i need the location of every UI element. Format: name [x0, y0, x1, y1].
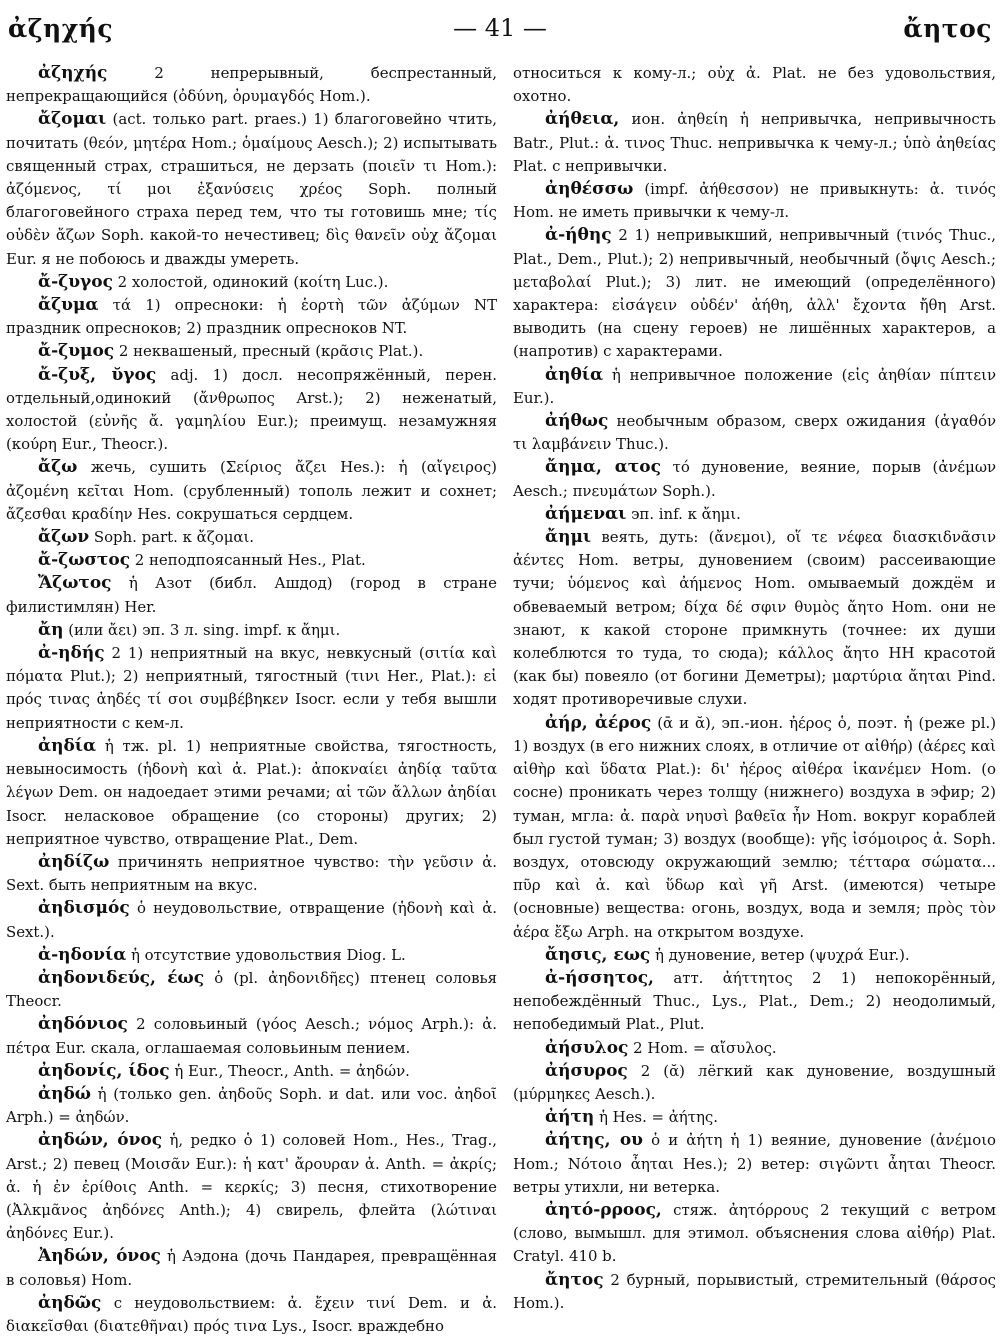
entry-headword: ἄητος [545, 1269, 604, 1290]
dictionary-entry [6, 1129, 497, 1245]
entry-headword: ἀηθία [545, 364, 604, 385]
entry-headword: ἄ-ζυμος [38, 341, 115, 362]
entry-definition: 2 1) непривыкший, непривычный (τινός Thuc., Plat., Dem., Plut.); 2) непривычный, необычный (ὄψις Aesch.; μεταβολαί Plut.); 3) лит. не имеющий (определённого) характера: εἰσάγειν οὐδέν' ἀήθη, ἀλλ' ἔχοντα ἤθη Arst. выводить (на сцену героев) не лишённых характеров, а (напротив) с характерами. [513, 226, 997, 361]
dictionary-entry [6, 1245, 497, 1291]
entry-definition: с неудовольствием: ἀ. ἔχειν τινί Dem. и ἀ. διακεῖσθαι (διατεθῆναι) πρός τινα Lys., Isocr. враждебно [6, 1293, 498, 1335]
page-header [8, 10, 992, 50]
entry-definition: причинять неприятное чувство: τὴν γεῦσιν ἀ. Sext. быть неприятным на вкус. [6, 852, 497, 895]
entry-headword: ἄ-ζυγος [38, 271, 113, 292]
entry-definition: 2 холостой, одинокий (κοίτη Luc.). [117, 272, 389, 291]
entry-definition: adj. 1) досл. несопряжённый, перен. отдельный,одинокий (ἄνθρωπος Arst.); 2) неженатый, холостой (εὐνῆς ἄ. γαμηλίου Eur.); преимущ. незамужняя (κούρη Eur., Theocr.). [6, 365, 497, 454]
entry-definition: 2 1) неприятный на вкус, невкусный (σιτία καὶ πόματα Plut.); 2) неприятный, тягостный (τινι Her., Plat.): εἰ πρός τινας ἀηδές τί σοι συμβέβηκεν Isocr. если у тебя вышли неприятности с кем-л. [6, 644, 498, 732]
entry-headword: ἄζω [38, 457, 78, 478]
dictionary-entry [513, 178, 996, 224]
entry-headword: ἀηδισμός [38, 898, 130, 919]
dictionary-entry [6, 549, 497, 572]
dictionary-entry [513, 456, 996, 502]
left-column [0, 62, 505, 1335]
dictionary-entry [6, 456, 497, 526]
entry-headword: ἄη [38, 619, 64, 640]
dictionary-entry [513, 944, 996, 967]
entry-definition: 2 бурный, порывистый, стремительный (θάρσος Hom.). [513, 1270, 996, 1312]
entry-definition: ἡ отсутствие удовольствия Diog. L. [131, 945, 406, 964]
dictionary-entry [6, 294, 497, 340]
entry-headword: ἀήσυρος [545, 1060, 628, 1081]
entry-definition: ὁ неудовольствие, отвращение (ἡδονὴ καὶ ἀ. Sext.). [6, 899, 498, 941]
entry-headword: ἀηδόνιος [38, 1014, 128, 1035]
entry-headword: ἄ-ζωστος [38, 550, 131, 571]
dictionary-entry [513, 1269, 996, 1315]
dictionary-entry [513, 503, 996, 526]
entry-headword: ἀ-ηδής [38, 643, 105, 664]
entry-headword: ἄζων [38, 527, 90, 548]
entry-headword: ἀήθεια, [545, 109, 620, 130]
entry-headword: ἀήμεναι [545, 503, 627, 524]
entry-definition: 2 непрерывный, беспрестанный, непрекращающийся (ὀδύνη, ὀρυμαγδός Hom.). [6, 64, 497, 106]
dictionary-entry [6, 619, 497, 642]
entry-headword: ἀήτη [545, 1107, 595, 1128]
dictionary-entry [513, 967, 996, 1037]
dictionary-entry [513, 1199, 996, 1269]
entry-definition: 2 соловьиный (γόος Aesch.; νόμος Arph.): ἀ. πέτρα Eur. скала, оглашаемая соловьиным пением. [6, 1015, 497, 1057]
entry-definition: ἡ Hes. = ἀήτης. [598, 1108, 718, 1127]
entry-definition: ἡ дуновение, ветер (ψυχρά Eur.). [655, 945, 910, 964]
entry-headword: ἀήτης, ου [545, 1130, 643, 1151]
entry-definition: 2 неквашеный, пресный (κρᾶσις Plat.). [118, 342, 424, 361]
entry-headword: ἀηδονιδεύς, έως [38, 967, 205, 988]
dictionary-entry [6, 364, 497, 457]
entry-definition: ἡ, редко ὁ 1) соловей Hom., Hes., Trag., Arst.; 2) певец (Μοισᾶν Eur.): ἡ κατ' ἄρουραν ἀ. Anth. = ἀκρίς; ἀ. ἡ ἐν ἐρίθοις Anth. = κερκίς; 3) песня, стихотворение (Ἀλκμᾶνος ἀηδόνες Anth.); 4) свирель, флейта (λώτιναι ἀηδόνες Eur.). [6, 1131, 498, 1243]
entry-headword: ἄημι [545, 527, 592, 548]
right-column [505, 62, 1000, 1312]
right-running-headword: ἄητος [903, 14, 992, 43]
entry-headword: ἀηθέσσω [545, 179, 634, 200]
entry-headword: ἀηδίζω [38, 851, 110, 872]
text-columns [0, 62, 1000, 1335]
entry-definition: ἡ тж. pl. 1) неприятные свойства, тягостность, невыносимость (ἡδονὴ καὶ ἀ. Plat.): ἀποκναίει ἀηδίᾳ ταῦτα λέγων Dem. он надоедает этими речами; αἱ τῶν ἄλλων ἀηδίαι Isocr. неласковое обращение (со стороны) других; 2) неприятное чувство, отвращение Plat., Dem. [6, 736, 498, 848]
dictionary-entry [6, 340, 497, 363]
dictionary-entry [6, 851, 497, 897]
dictionary-entry [6, 642, 497, 735]
entry-definition: стяж. ἀητόρρους 2 текущий с ветром (слово, вымышл. для этимол. объяснения слова αἰθήρ) Plat. Cratyl. 410 b. [513, 1200, 996, 1266]
entry-headword: ἄζομαι [38, 109, 107, 130]
entry-headword: ἀήσυλος [545, 1037, 629, 1058]
dictionary-entry [513, 410, 996, 456]
entry-headword: ἀ-ήσσητος, [545, 967, 654, 988]
entry-definition: Soph. part. к ἄζομαι. [93, 528, 255, 547]
page-number: — 41 — [453, 14, 547, 42]
dictionary-entry [6, 108, 497, 270]
entry-definition: τά 1) опресноки: ἡ ἑορτὴ τῶν ἀζύμων NT праздник опресноков; 2) праздник опресноков NT. [6, 296, 497, 338]
entry-definition: ὁ (pl. ἀηδονιδῆες) птенец соловья Theocr. [6, 968, 498, 1011]
entry-definition: атт. ἀήττητος 2 1) непокорённый, непобеждённый Thuc., Lys., Plat., Dem.; 2) неодолимый, непобедимый Plat., Plut. [513, 968, 997, 1034]
left-running-headword: ἀζηχής [8, 14, 114, 43]
entry-headword: ἀηδώ [38, 1083, 91, 1104]
entry-headword: ἄζυμα [38, 295, 99, 316]
entry-headword: ἀ-ήθης [545, 225, 612, 246]
dictionary-entry [513, 1037, 996, 1060]
dictionary-entry [6, 271, 497, 294]
entry-definition: ἡ Аэдона (дочь Пандарея, превращённая в соловья) Hom. [6, 1247, 498, 1289]
dictionary-entry [513, 62, 996, 108]
dictionary-entry [6, 967, 497, 1013]
entry-headword: Ἀηδών, όνος [38, 1246, 161, 1267]
dictionary-entry [6, 526, 497, 549]
dictionary-entry [513, 1106, 996, 1129]
entry-definition: (ᾱ и ᾰ), эп.-ион. ἠέρος ὁ, поэт. ἡ (реже pl.) 1) воздух (в его нижних слоях, в отличие от αἰθήρ) (ἀέρες καὶ αἰθὴρ καὶ ὕδατα Plat.): δι' ἠέρος αἰθέρα ἱκανέμεν Hom. (о сосне) проникать через толщу (нижнего) воздуха в эфир; 2) туман, мгла: ἀ. παρὰ νηυσὶ βαθεῖα ἦν Hom. вокруг кораблей был густой туман; 3) воздух (вообще): γῆς ἰσόμοιρος ἀ. Soph. воздух, отовсюду окружающий землю; τέτταρα σώματα... πῦρ καὶ ἀ. καὶ ὕδωρ καὶ γῆ Arst. (имеются) четыре (основные) вещества: огонь, воздух, вода и земля; πρὸς τὸν ἀέρα ἔξω Arph. на открытом воздухе. [513, 713, 996, 941]
dictionary-entry [6, 897, 497, 943]
entry-definition: 2 Hom. = αἴσυλος. [633, 1038, 777, 1057]
dictionary-entry [6, 735, 497, 851]
dictionary-entry [6, 944, 497, 967]
entry-definition: 2 неподпоясанный Hes., Plat. [134, 551, 366, 570]
dictionary-entry [6, 572, 497, 618]
entry-definition: необычным образом, сверх ожидания (ἀγαθόν τι λαμβάνειν Thuc.). [513, 412, 996, 454]
dictionary-entry [513, 1060, 996, 1106]
entry-definition: (или ἄει) эп. 3 л. sing. impf. к ἄημι. [68, 620, 341, 639]
entry-definition: (act. только part. praes.) 1) благоговейно чтить, почитать (θεόν, μητέρα Hom.; ὁμαίμους Aesch.); 2) испытывать священный страх, страшиться, не дерзать (ποιεῖν τι Hom.): ἀζόμενος, τί μοι ἐξανύσεις χρέος Soph. полный благоговейного страха перед тем, что ты готовишь мне; τίς οὐδὲν ἄζων Soph. какой-то нечестивец; δὶς θανεῖν οὐχ ἄζομαι Eur. я не побоюсь и дважды умереть. [6, 110, 498, 268]
entry-headword: Ἄζωτος [38, 573, 112, 594]
entry-headword: ἀζηχής [38, 63, 108, 83]
entry-definition: 2 (ᾰ) лёгкий как дуновение, воздушный (μύρμηκες Aesch.). [513, 1061, 996, 1103]
dictionary-entry [513, 364, 996, 410]
dictionary-entry [6, 62, 497, 108]
entry-headword: ἀήρ, ἀέρος [545, 712, 652, 733]
dictionary-entry [6, 1083, 497, 1129]
entry-definition: ἡ Eur., Theocr., Anth. = ἀηδών. [174, 1061, 410, 1080]
entry-definition: относиться к кому-л.; οὐχ ἀ. Plat. не без удовольствия, охотно. [513, 64, 996, 106]
dictionary-entry [6, 1292, 497, 1338]
dictionary-entry [513, 712, 996, 944]
dictionary-entry [513, 1129, 996, 1199]
entry-headword: ἀ-ηδονία [38, 944, 127, 965]
entry-definition: ἡ Азот (библ. Ашдод) (город в стране филистимлян) Her. [6, 574, 497, 616]
dictionary-entry [6, 1060, 497, 1083]
entry-definition: (impf. ἀήθεσσον) не привыкнуть: ἀ. τινός Hom. не иметь привычки к чему-л. [513, 180, 996, 222]
entry-definition: ἡ (только gen. ἀηδοῦς Soph. и dat. или voc. ἀηδοῖ Arph.) = ἀηδών. [6, 1084, 497, 1127]
entry-definition: жечь, сушить (Σείριος ἄζει Hes.): ἡ (αἴγειρος) ἀζομένη κεῖται Hom. (срубленный) тополь лежит и сохнет; ἄζεσθαι κραδίην Hes. сокрушаться сердцем. [6, 458, 497, 523]
entry-definition: τό дуновение, веяние, порыв (ἀνέμων Aesch.; πνευμάτων Soph.). [513, 458, 997, 500]
entry-definition: эп. inf. к ἄημι. [631, 504, 741, 523]
entry-headword: ἀηδών, όνος [38, 1130, 163, 1151]
dictionary-entry [513, 526, 996, 712]
entry-definition: ἡ непривычное положение (εἰς ἀηθίαν πίπτειν Eur.). [513, 365, 996, 407]
entry-headword: ἄησις, εως [545, 944, 651, 965]
dictionary-entry [513, 108, 996, 178]
dictionary-entry [6, 1013, 497, 1059]
entry-headword: ἀήθως [545, 411, 609, 432]
entry-headword: ἄημα, ατος [545, 457, 661, 478]
entry-headword: ἀητό-ρροος, [545, 1199, 662, 1220]
entry-headword: ἀηδονίς, ίδος [38, 1060, 170, 1081]
entry-definition: ион. ἀηθείη ἡ непривычка, непривычность Batr., Plut.: ἀ. τινος Thuc. непривычка к чему-л.; ὑπὸ ἀηθείας Plat. с непривычки. [513, 110, 996, 175]
dictionary-entry [513, 224, 996, 363]
entry-definition: веять, дуть: (ἄνεμοι), οἵ τε νέφεα διασκιδνᾶσιν ἀέντες Hom. ветры, дуновением (своим) рассеивающие тучи; ὑόμενος καὶ ἀήμενος Hom. омываемый дождём и обвеваемый ветром; δίχα δέ σφιν θυμὸς ἄητο Hom. они не знают, к какой стороне примкнуть (точнее: их души колеблются то туда, то сюда); κάλλος ἄητο HH красотой (как бы) повеяло (от богини Деметры); μαρτύρια ἄηται Pind. ходят противоречивые слухи. [513, 528, 997, 709]
entry-definition: ὁ и ἀήτη ἡ 1) веяние, дуновение (ἀνέμοιο Hom.; Νότοιο ἆηται Hes.); 2) ветер: σιγῶντι ἆηται Theocr. ветры утихли, ни ветерка. [513, 1131, 997, 1196]
entry-headword: ἄ-ζυξ, ῠγος [38, 364, 157, 385]
entry-headword: ἀηδία [38, 735, 97, 756]
entry-headword: ἀηδῶς [38, 1292, 102, 1313]
